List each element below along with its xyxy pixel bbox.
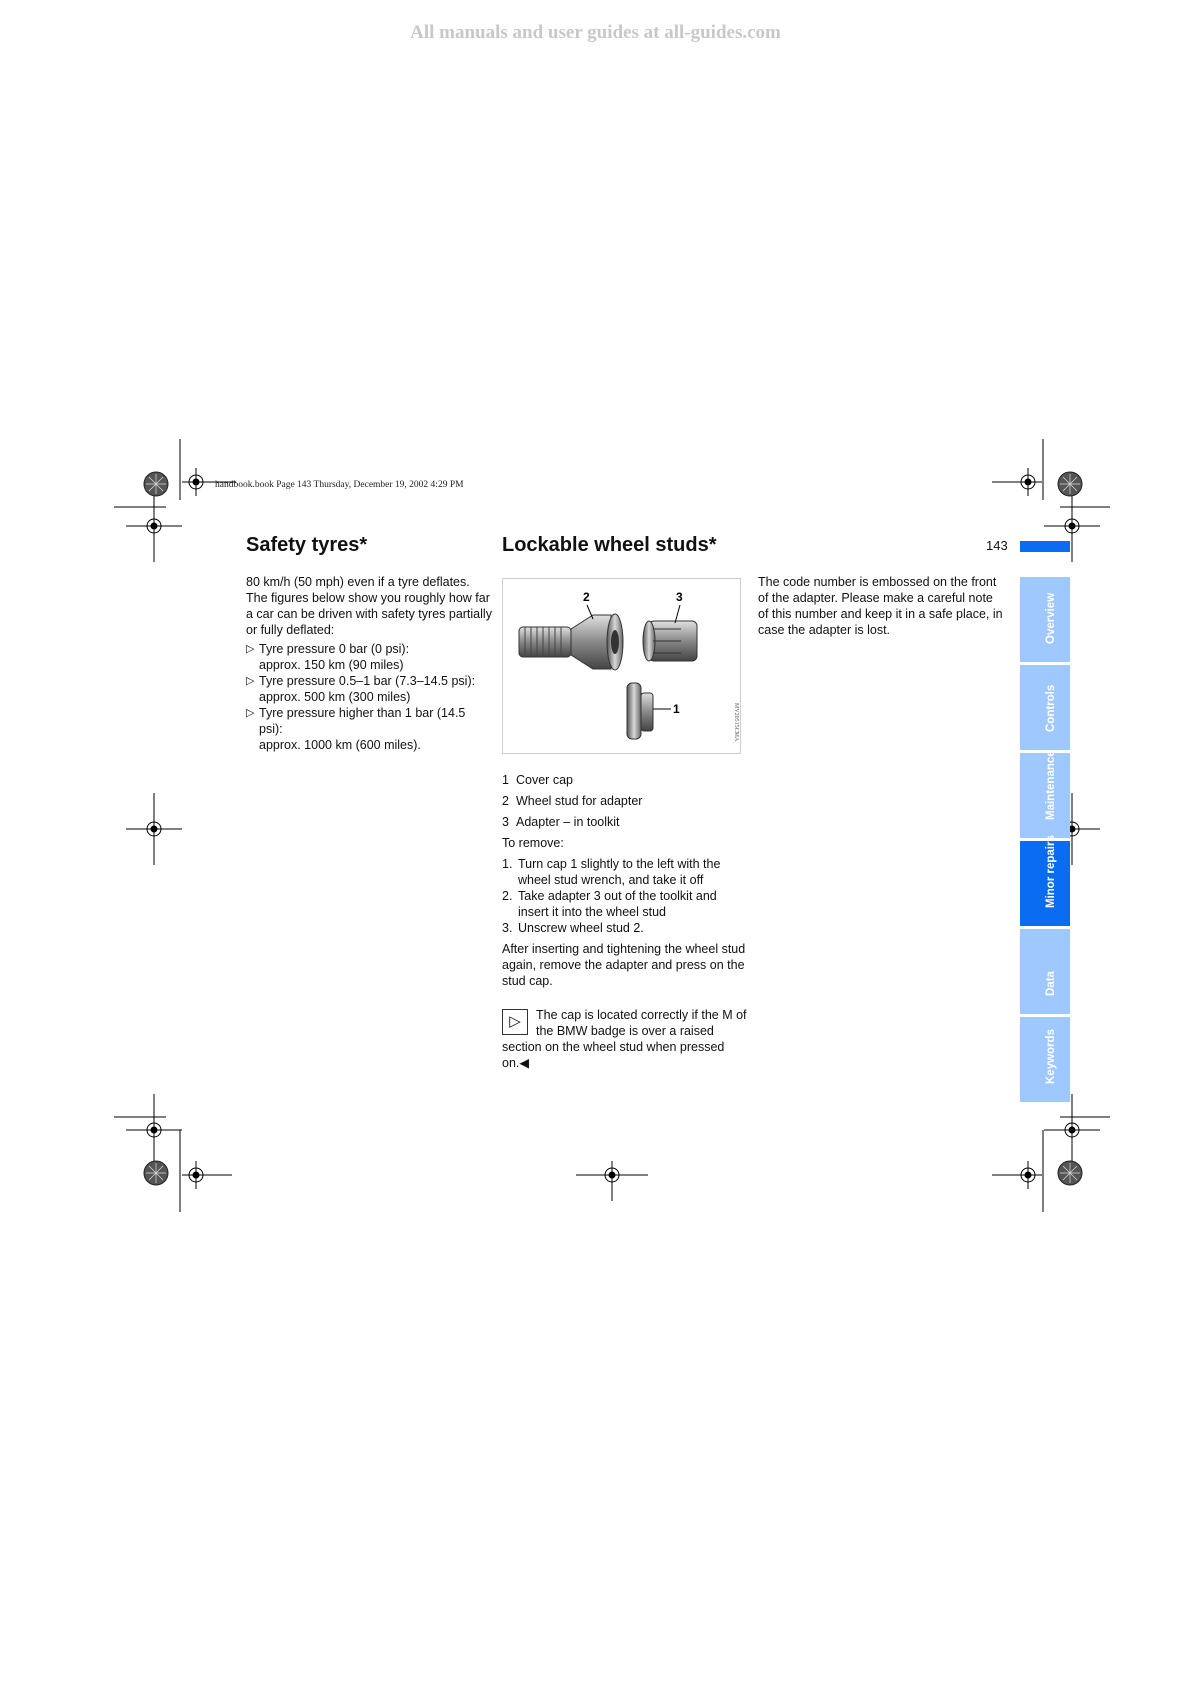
- wheel-stud-figure: [502, 578, 741, 754]
- legend-item: [502, 772, 748, 788]
- legend-number: 2: [502, 794, 509, 808]
- bullet-line: ▷ Tyre pressure higher than 1 bar (14.5 psi):: [259, 706, 466, 736]
- tyre-pressure-list: [246, 641, 492, 753]
- right-column: [758, 574, 1003, 638]
- after-paragraph: After inserting and tightening the wheel stud again, remove the adapter and press on the stud cap.: [502, 942, 746, 988]
- tab-label: Data: [1045, 971, 1057, 996]
- play-triangle-icon: ▷: [502, 1009, 528, 1035]
- list-item: [246, 641, 492, 673]
- safety-tyres-intro: 80 km/h (50 mph) even if a tyre deflates. The figures below show you roughly how far a car can be driven with safety tyres partially or fully deflated:: [246, 575, 492, 637]
- legend-text: Wheel stud for adapter: [516, 794, 643, 808]
- removal-steps: [502, 856, 748, 936]
- list-item: [246, 673, 492, 705]
- figure-label-3: 3: [676, 590, 683, 604]
- tab-minor-repairs[interactable]: [1020, 835, 1070, 926]
- note: [502, 1007, 748, 1071]
- list-item: [502, 856, 748, 888]
- legend-number: 3: [502, 815, 509, 829]
- section-title-safety-tyres: Safety tyres*: [246, 534, 368, 556]
- list-item: [502, 888, 748, 920]
- wheel-stud-illustration: [503, 579, 740, 753]
- figure-label-2: 2: [583, 590, 590, 604]
- step-number: 2.: [502, 889, 513, 903]
- bullet-line: approx. 150 km (90 miles): [259, 658, 404, 672]
- bullet-line: approx. 1000 km (600 miles).: [259, 738, 421, 752]
- section-title-lockable-wheel-studs: Lockable wheel studs*: [502, 534, 717, 556]
- tab-keywords[interactable]: [1020, 1017, 1070, 1102]
- step-number: 3.: [502, 921, 513, 935]
- tab-controls[interactable]: [1020, 665, 1070, 750]
- wheel-studs-body: [502, 772, 748, 1071]
- list-item: [246, 705, 492, 753]
- tab-data[interactable]: [1020, 929, 1070, 1014]
- legend-item: [502, 793, 748, 809]
- page-marker-bar: [1020, 541, 1070, 552]
- bullet-line: ▷ Tyre pressure 0.5–1 bar (7.3–14.5 psi):: [259, 674, 476, 688]
- step-text: Turn cap 1 slightly to the left with the wheel stud wrench, and take it off: [518, 857, 721, 887]
- step-text: Take adapter 3 out of the toolkit and insert it into the wheel stud: [518, 889, 717, 919]
- legend-number: 1: [502, 773, 509, 787]
- tab-maintenance[interactable]: [1020, 750, 1070, 838]
- note-text: The cap is located correctly if the M of the BMW badge is over a raised section on the wheel stud when pressed on.: [502, 1008, 747, 1070]
- print-info: handbook.book Page 143 Thursday, December 19, 2002 4:29 PM: [215, 480, 464, 490]
- legend-text: Adapter – in toolkit: [516, 815, 620, 829]
- step-text: Unscrew wheel stud 2.: [518, 921, 644, 935]
- end-marker: ◀: [519, 1056, 530, 1070]
- page-number: 143: [986, 538, 1008, 553]
- tab-label: Overview: [1045, 592, 1057, 644]
- to-remove-label: To remove:: [502, 836, 564, 850]
- figure-label-1: 1: [673, 702, 680, 716]
- bullet-line: ▷ Tyre pressure 0 bar (0 psi):: [259, 642, 410, 656]
- step-number: 1.: [502, 857, 513, 871]
- code-number-paragraph: The code number is embossed on the front of the adapter. Please make a careful note of this number and keep it in a safe place, in case the adapter is lost.: [758, 575, 1003, 637]
- list-item: [502, 920, 748, 936]
- legend-item: [502, 814, 748, 830]
- tab-label: Controls: [1045, 684, 1057, 732]
- bullet-line: approx. 500 km (300 miles): [259, 690, 411, 704]
- tab-label: Maintenance: [1045, 750, 1057, 820]
- legend-text: Cover cap: [516, 773, 573, 787]
- tab-label: Keywords: [1045, 1029, 1057, 1084]
- tab-label: Minor repairs: [1045, 835, 1057, 908]
- watermark: All manuals and user guides at all-guides.com: [410, 22, 781, 43]
- tab-overview[interactable]: [1020, 577, 1070, 662]
- figure-code: MV20515CMA: [733, 703, 739, 742]
- safety-tyres-body: [246, 574, 492, 753]
